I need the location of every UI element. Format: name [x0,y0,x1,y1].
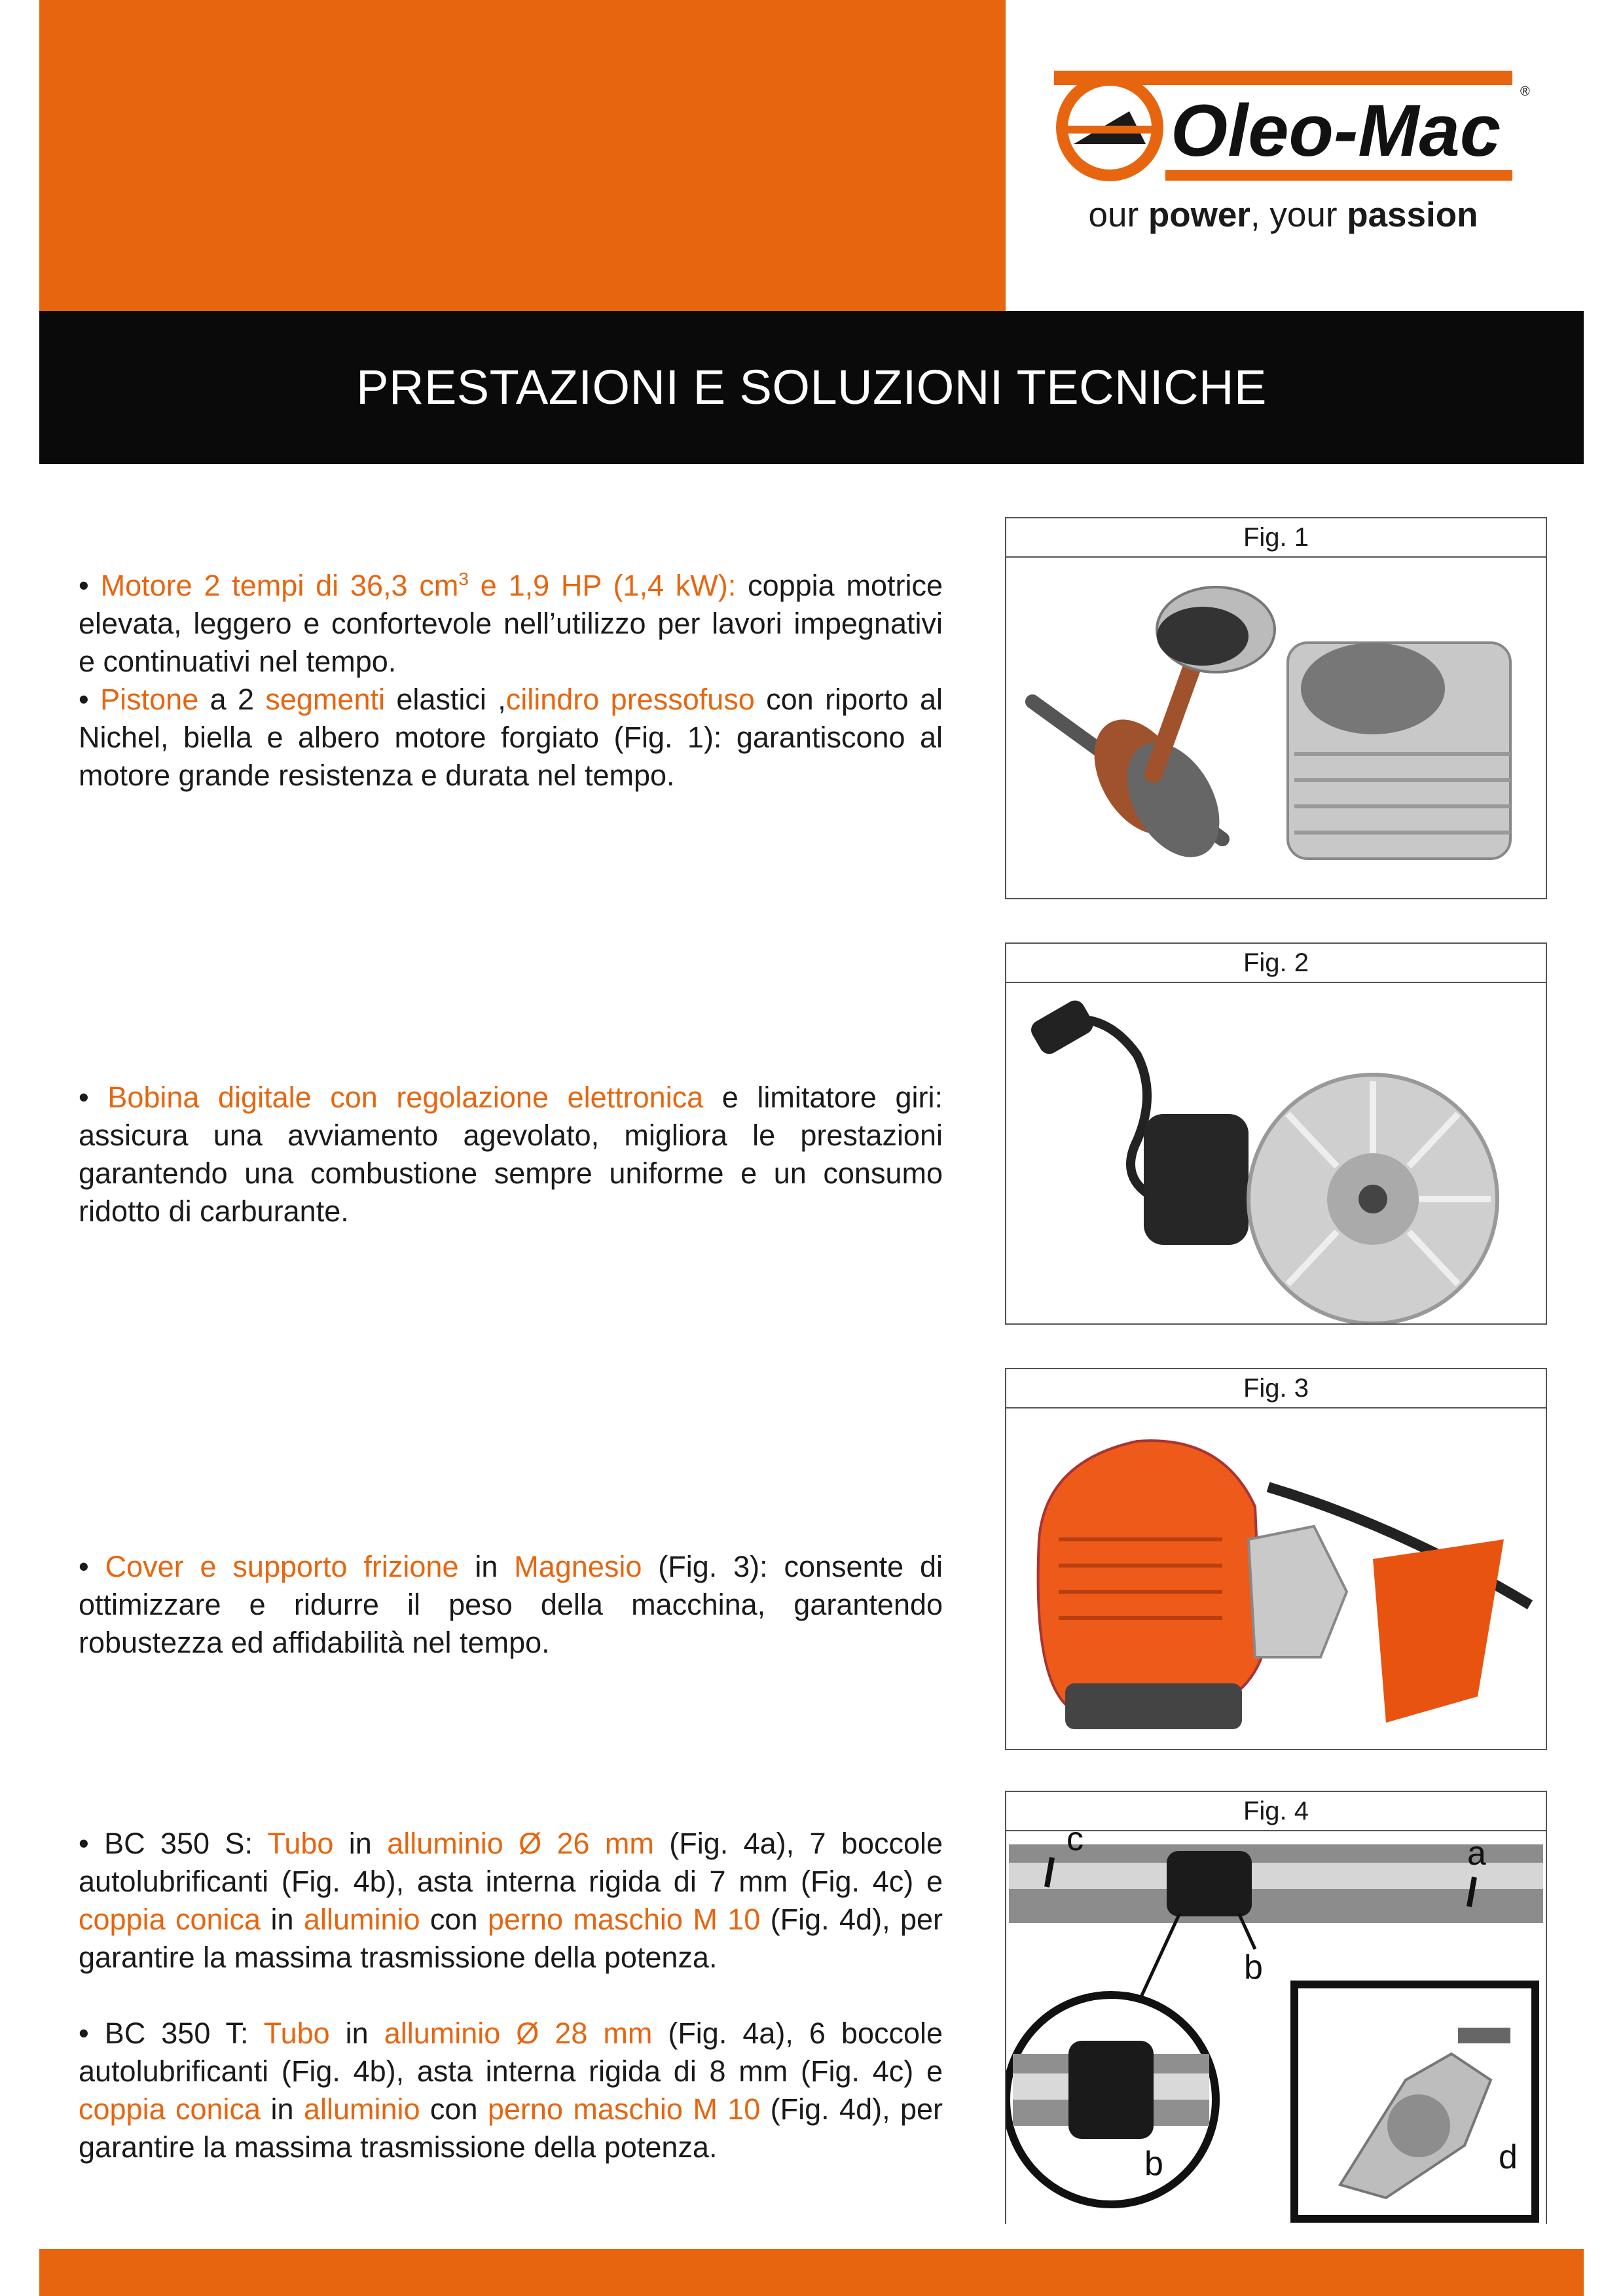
figure-4-label-a: a [1467,1835,1486,1873]
page-title: PRESTAZIONI E SOLUZIONI TECNICHE [356,360,1267,414]
figure-3 [1005,1368,1547,1750]
figure-1-image [1006,558,1546,898]
paragraph-ignition: • Bobina digitale con regolazione elettronica e limitatore giri: assicura una avviamento agevolato, migliora le prestazioni garantendo una combustione sempre uniforme e un consumo ridotto di carburante. [79,1081,943,1228]
section-shaft [79,1825,943,2166]
figure-4-label-c: c [1067,1820,1084,1858]
paragraph-bc350s: • BC 350 S: Tubo in alluminio Ø 26 mm (Fig. 4a), 7 boccole autolubrificanti (Fig. 4b), asta interna rigida di 7 mm (Fig. 4c) e coppia conica in alluminio con perno maschio M 10 (Fig. 4d), per garantire la massima trasmissione della potenza. [79,1827,943,1974]
figure-4 [1005,1791,1547,2224]
header-orange-block [39,0,1006,311]
section-ignition [79,1079,943,1230]
figure-4-label-b-circle: b [1144,2145,1163,2183]
figure-3-image [1006,1408,1546,1749]
paragraph-magnesium: • Cover e supporto frizione in Magnesio (Fig. 3): consente di ottimizzare e ridurre il peso della macchina, garantendo robustezza ed affidabilità nel tempo. [79,1550,943,1659]
paragraph-bc350t: • BC 350 T: Tubo in alluminio Ø 28 mm (Fig. 4a), 6 boccole autolubrificanti (Fig. 4b), asta interna rigida di 8 mm (Fig. 4c) e coppia conica in alluminio con perno maschio M 10 (Fig. 4d), per garantire la massima trasmissione della potenza. [79,2017,943,2164]
svg-text:®: ® [1520,84,1530,99]
section-engine [79,567,943,795]
section-magnesium [79,1548,943,1662]
title-bar [39,311,1584,464]
figure-4-image [1006,1820,1546,2224]
brand-tagline: our power, your passion [1088,196,1478,234]
oleo-mac-logo [1054,65,1539,190]
figure-4-label-b-top: b [1244,1948,1263,1986]
footer-orange-bar [39,2249,1584,2296]
figure-2-caption: Fig. 2 [1006,944,1546,983]
figure-2 [1005,942,1547,1325]
figure-1 [1005,517,1547,899]
figure-1-caption: Fig. 1 [1006,518,1546,558]
figure-3-caption: Fig. 3 [1006,1369,1546,1408]
figure-4-label-d: d [1499,2138,1518,2176]
paragraph-piston: • Pistone a 2 segmenti elastici ,cilindro pressofuso con riporto al Nichel, biella e albero motore forgiato (Fig. 1): garantiscono al motore grande resistenza e durata nel tempo. [79,683,943,792]
logo-wordmark: Oleo-Mac [1171,90,1501,171]
figure-4-caption: Fig. 4 [1006,1792,1546,1831]
paragraph-engine: • Motore 2 tempi di 36,3 $cm^3$ e 1,9 HP (1,4 kW): coppia motrice elevata, leggero e confortevole nell’utilizzo per lavori impegnativi e continuativi nel tempo. [79,569,943,678]
figure-2-image [1006,983,1546,1323]
